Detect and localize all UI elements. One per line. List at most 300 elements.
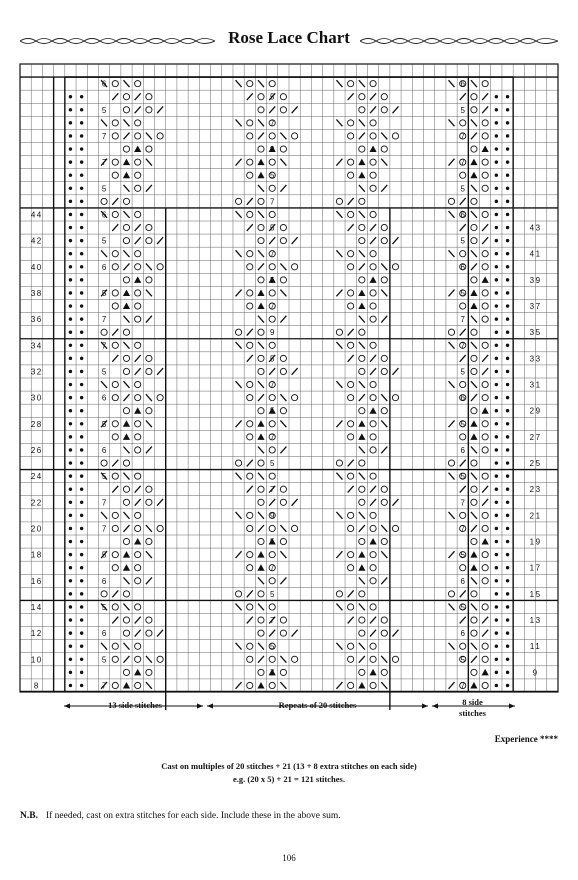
double-decrease-symbol [257, 433, 264, 440]
edge-stitch-dot [80, 252, 83, 255]
double-decrease-symbol [482, 407, 489, 414]
yarn-over-symbol [482, 81, 488, 87]
row-number-right: 29 [529, 406, 542, 416]
yarn-over-symbol [258, 591, 264, 597]
stitch-count: 7 [460, 315, 465, 325]
yarn-over-symbol [135, 447, 141, 453]
k2tog-symbol [247, 590, 253, 597]
k2tog-symbol [157, 106, 163, 113]
k2tog-symbol [258, 133, 264, 140]
yarn-over-symbol [482, 552, 488, 558]
edge-stitch-dot [495, 265, 498, 268]
edge-stitch-dot [495, 187, 498, 190]
edge-stitch-dot [495, 435, 498, 438]
edge-stitch-dot [506, 605, 509, 608]
k2tog-symbol [112, 198, 118, 205]
yarn-over-symbol [123, 146, 129, 152]
ssk-symbol [236, 604, 242, 611]
k2tog-symbol [392, 368, 398, 375]
yarn-over-symbol [471, 198, 477, 204]
stitch-count: 6 [460, 79, 465, 89]
edge-stitch-dot [69, 134, 72, 137]
row-number-left: 14 [30, 602, 43, 612]
yarn-over-symbol [482, 525, 488, 531]
stitch-count: 6 [460, 393, 465, 403]
yarn-over-symbol [482, 172, 488, 178]
edge-stitch-dot [80, 174, 83, 177]
stitch-count: 7 [101, 315, 107, 325]
row-number-left: 28 [30, 419, 43, 429]
yarn-over-symbol [157, 525, 163, 531]
yarn-over-symbol [336, 591, 342, 597]
stitch-count: 5 [460, 550, 465, 560]
edge-stitch-dot [69, 684, 72, 687]
yarn-over-symbol [101, 460, 107, 466]
k2tog-symbol [348, 460, 354, 467]
yarn-over-symbol [247, 290, 253, 296]
yarn-over-symbol [157, 395, 163, 401]
yarn-over-symbol [112, 395, 118, 401]
yarn-over-symbol [247, 656, 253, 662]
yarn-over-symbol [258, 277, 264, 283]
double-decrease-symbol [470, 564, 477, 571]
k2tog-symbol [146, 447, 152, 454]
edge-stitch-dot [506, 579, 509, 582]
ssk-symbol [449, 119, 455, 126]
ssk-symbol [123, 577, 129, 584]
stitch-count: 7 [101, 524, 107, 534]
k2tog-symbol [359, 525, 365, 532]
edge-stitch-dot [69, 304, 72, 307]
edge-stitch-dot [495, 357, 498, 360]
stitch-count: 7 [269, 668, 275, 678]
yarn-over-symbol [348, 211, 354, 217]
k2tog-symbol [471, 394, 477, 401]
yarn-over-symbol [471, 94, 477, 100]
double-decrease-symbol [134, 276, 141, 283]
yarn-over-symbol [135, 290, 141, 296]
yarn-over-symbol [370, 264, 376, 270]
k2tog-symbol [370, 237, 376, 244]
yarn-over-symbol [460, 120, 466, 126]
row-number-right: 11 [529, 642, 542, 652]
double-decrease-symbol [358, 551, 365, 558]
stitch-count: 6 [460, 210, 465, 220]
k2tog-symbol [482, 630, 488, 637]
yarn-over-symbol [336, 329, 342, 335]
edge-stitch-dot [80, 579, 83, 582]
double-decrease-symbol [123, 682, 130, 689]
yarn-over-symbol [112, 473, 118, 479]
yarn-over-symbol [247, 552, 253, 558]
yarn-over-symbol [460, 565, 466, 571]
edge-stitch-dot [495, 461, 498, 464]
edge-stitch-dot [80, 121, 83, 124]
edge-stitch-dot [80, 566, 83, 569]
stitch-count: 6 [101, 393, 107, 403]
stitch-count: 5 [460, 105, 465, 115]
yarn-over-symbol [123, 591, 129, 597]
double-decrease-symbol [257, 682, 264, 689]
edge-stitch-dot [495, 239, 498, 242]
edge-stitch-dot [495, 317, 498, 320]
yarn-over-symbol [381, 277, 387, 283]
yarn-over-symbol [135, 159, 141, 165]
yarn-over-symbol [292, 525, 298, 531]
edge-stitch-dot [495, 108, 498, 111]
ssk-symbol [449, 381, 455, 388]
k2tog-symbol [460, 355, 466, 362]
yarn-over-symbol [482, 251, 488, 257]
edge-stitch-dot [69, 187, 72, 190]
ssk-symbol [123, 80, 129, 87]
ssk-symbol [280, 682, 286, 689]
stitch-count: 5 [269, 537, 275, 547]
yarn-over-symbol [482, 211, 488, 217]
yarn-over-symbol [146, 630, 152, 636]
yarn-over-symbol [348, 473, 354, 479]
edge-stitch-dot [80, 344, 83, 347]
k2tog-symbol [258, 525, 264, 532]
ssk-symbol [381, 394, 387, 401]
yarn-over-symbol [146, 146, 152, 152]
k2tog-symbol [292, 630, 298, 637]
yarn-over-symbol [112, 342, 118, 348]
yarn-over-symbol [135, 565, 141, 571]
k2tog-symbol [292, 499, 298, 506]
k2tog-symbol [236, 420, 242, 427]
ssk-symbol [359, 512, 365, 519]
double-decrease-symbol [482, 146, 489, 153]
k2tog-symbol [157, 499, 163, 506]
yarn-over-symbol [370, 211, 376, 217]
k2tog-symbol [392, 630, 398, 637]
yarn-over-symbol [112, 552, 118, 558]
ssk-symbol [381, 551, 387, 558]
edge-stitch-dot [506, 383, 509, 386]
yarn-over-symbol [348, 395, 354, 401]
edge-stitch-dot [495, 278, 498, 281]
edge-stitch-dot [506, 645, 509, 648]
edge-stitch-dot [495, 671, 498, 674]
yarn-over-symbol [247, 342, 253, 348]
k2tog-symbol [336, 682, 342, 689]
row-number-left: 42 [30, 236, 43, 246]
ssk-symbol [471, 604, 477, 611]
ssk-symbol [280, 394, 286, 401]
yarn-over-symbol [135, 604, 141, 610]
k2tog-symbol [460, 486, 466, 493]
yarn-over-symbol [348, 133, 354, 139]
yarn-over-symbol [135, 512, 141, 518]
ssk-symbol [359, 342, 365, 349]
row-number-left: 26 [30, 445, 43, 455]
ssk-symbol [336, 643, 342, 650]
yarn-over-symbol [460, 512, 466, 518]
edge-stitch-dot [69, 226, 72, 229]
yarn-over-symbol [460, 251, 466, 257]
yarn-over-symbol [336, 198, 342, 204]
k2tog-symbol [460, 198, 466, 205]
yarn-over-symbol [135, 434, 141, 440]
yarn-over-symbol [482, 434, 488, 440]
edge-stitch-dot [495, 527, 498, 530]
yarn-over-symbol [112, 421, 118, 427]
stitch-count: 5 [269, 171, 275, 181]
yarn-over-symbol [280, 408, 286, 414]
edge-stitch-dot [80, 671, 83, 674]
ssk-symbol [123, 447, 129, 454]
k2tog-symbol [381, 185, 387, 192]
edge-stitch-dot [495, 134, 498, 137]
k2tog-symbol [135, 630, 141, 637]
yarn-over-symbol [370, 578, 376, 584]
k2tog-symbol [359, 394, 365, 401]
double-decrease-symbol [257, 551, 264, 558]
edge-stitch-dot [80, 134, 83, 137]
stitch-count: 5 [101, 184, 107, 194]
stitch-count: 6 [101, 445, 107, 455]
ssk-symbol [471, 643, 477, 650]
stitch-count: 9 [269, 145, 275, 155]
stitch-count: 5 [269, 223, 275, 233]
stitch-count: 6 [460, 576, 465, 586]
edge-stitch-dot [506, 553, 509, 556]
yarn-over-symbol [359, 238, 365, 244]
edge-stitch-dot [80, 108, 83, 111]
yarn-over-symbol [269, 682, 275, 688]
stitch-count: 7 [460, 498, 465, 508]
k2tog-symbol [348, 329, 354, 336]
k2tog-symbol [370, 486, 376, 493]
row-number-left: 8 [33, 681, 40, 691]
yarn-over-symbol [482, 643, 488, 649]
yarn-over-symbol [471, 499, 477, 505]
yarn-over-symbol [370, 525, 376, 531]
edge-stitch-dot [80, 474, 83, 477]
yarn-over-symbol [112, 211, 118, 217]
side-label-left: 13 side stitches [108, 700, 162, 710]
edge-stitch-dot [69, 618, 72, 621]
edge-stitch-dot [80, 540, 83, 543]
yarn-over-symbol [348, 682, 354, 688]
edge-stitch-dot [69, 239, 72, 242]
yarn-over-symbol [460, 643, 466, 649]
stitch-count: 7 [460, 524, 465, 534]
ssk-symbol [146, 290, 152, 297]
ssk-symbol [471, 250, 477, 257]
ssk-symbol [258, 316, 264, 323]
k2tog-symbol [348, 355, 354, 362]
yarn-over-symbol [359, 355, 365, 361]
yarn-over-symbol [123, 329, 129, 335]
stitch-count: 7 [101, 681, 107, 691]
ssk-symbol [381, 133, 387, 140]
yarn-over-symbol [247, 604, 253, 610]
stitch-count: 5 [101, 472, 107, 482]
edge-stitch-dot [80, 331, 83, 334]
edge-stitch-dot [69, 200, 72, 203]
ssk-symbol [236, 80, 242, 87]
double-decrease-symbol [369, 407, 376, 414]
double-decrease-symbol [482, 538, 489, 545]
yarn-over-symbol [258, 669, 264, 675]
ssk-symbol [258, 643, 264, 650]
ssk-symbol [359, 250, 365, 257]
k2tog-symbol [247, 460, 253, 467]
edge-stitch-dot [69, 658, 72, 661]
yarn-over-symbol [280, 277, 286, 283]
ssk-symbol [236, 512, 242, 519]
yarn-over-symbol [146, 277, 152, 283]
double-decrease-symbol [470, 303, 477, 310]
page-title: Rose Lace Chart [228, 28, 350, 47]
ssk-symbol [146, 682, 152, 689]
edge-stitch-dot [506, 252, 509, 255]
ssk-symbol [236, 119, 242, 126]
k2tog-symbol [370, 224, 376, 231]
stitch-count: 7 [269, 432, 275, 442]
ssk-symbol [449, 473, 455, 480]
ssk-symbol [381, 263, 387, 270]
edge-stitch-dot [69, 160, 72, 163]
stitch-count: 5 [269, 354, 275, 364]
ssk-symbol [359, 381, 365, 388]
yarn-over-symbol [370, 421, 376, 427]
edge-stitch-dot [495, 200, 498, 203]
yarn-over-symbol [370, 381, 376, 387]
edge-stitch-dot [495, 553, 498, 556]
row-number-right: 9 [532, 668, 539, 678]
yarn-over-symbol [146, 94, 152, 100]
double-decrease-symbol [482, 669, 489, 676]
yarn-over-symbol [258, 408, 264, 414]
edge-stitch-dot [506, 147, 509, 150]
stitch-count: 5 [460, 184, 465, 194]
yarn-over-symbol [482, 159, 488, 165]
yarn-over-symbol [482, 395, 488, 401]
stitch-count: 5 [460, 288, 465, 298]
yarn-over-symbol [247, 473, 253, 479]
ssk-symbol [258, 604, 264, 611]
ssk-symbol [146, 551, 152, 558]
edge-stitch-dot [495, 474, 498, 477]
ssk-symbol [258, 342, 264, 349]
edge-stitch-dot [80, 553, 83, 556]
k2tog-symbol [482, 355, 488, 362]
yarn-over-symbol [280, 368, 286, 374]
stitch-count: 7 [269, 380, 275, 390]
yarn-over-symbol [482, 316, 488, 322]
yarn-over-symbol [471, 368, 477, 374]
yarn-over-symbol [370, 682, 376, 688]
edge-stitch-dot [69, 291, 72, 294]
yarn-over-symbol [359, 630, 365, 636]
k2tog-symbol [135, 368, 141, 375]
k2tog-symbol [359, 133, 365, 140]
yarn-over-symbol [359, 408, 365, 414]
yarn-over-symbol [359, 146, 365, 152]
edge-stitch-dot [80, 265, 83, 268]
ssk-symbol [449, 250, 455, 257]
edge-stitch-dot [80, 357, 83, 360]
yarn-over-symbol [157, 264, 163, 270]
stitch-count: 5 [101, 105, 107, 115]
experience-rating: Experience **** [494, 734, 558, 744]
yarn-over-symbol [280, 630, 286, 636]
edge-stitch-dot [506, 592, 509, 595]
k2tog-symbol [123, 656, 129, 663]
yarn-over-symbol [482, 342, 488, 348]
k2tog-symbol [112, 460, 118, 467]
ssk-symbol [359, 577, 365, 584]
yarn-over-symbol [471, 355, 477, 361]
k2tog-symbol [482, 93, 488, 100]
yarn-over-symbol [471, 486, 477, 492]
k2tog-symbol [482, 368, 488, 375]
yarn-over-symbol [370, 316, 376, 322]
k2tog-symbol [247, 224, 253, 231]
edge-stitch-dot [80, 317, 83, 320]
ssk-symbol [258, 211, 264, 218]
yarn-over-symbol [269, 604, 275, 610]
yarn-over-symbol [482, 682, 488, 688]
yarn-over-symbol [146, 107, 152, 113]
stitch-count: 5 [269, 92, 275, 102]
ssk-symbol [449, 211, 455, 218]
k2tog-symbol [460, 329, 466, 336]
k2tog-symbol [471, 133, 477, 140]
double-decrease-symbol [123, 159, 130, 166]
edge-stitch-dot [495, 213, 498, 216]
k2tog-symbol [381, 577, 387, 584]
stitch-count: 7 [269, 302, 275, 312]
stitch-count: 7 [460, 158, 465, 168]
side-label-middle: Repeats of 20 stitches [278, 700, 357, 710]
yarn-over-symbol [258, 224, 264, 230]
edge-stitch-dot [506, 121, 509, 124]
yarn-over-symbol [112, 290, 118, 296]
double-decrease-symbol [358, 159, 365, 166]
yarn-over-symbol [135, 525, 141, 531]
yarn-over-symbol [112, 643, 118, 649]
edge-stitch-dot [80, 435, 83, 438]
k2tog-symbol [135, 106, 141, 113]
edge-stitch-dot [80, 618, 83, 621]
k2tog-symbol [482, 499, 488, 506]
k2tog-symbol [471, 263, 477, 270]
ssk-symbol [471, 577, 477, 584]
yarn-over-symbol [146, 238, 152, 244]
edge-stitch-dot [80, 501, 83, 504]
yarn-over-symbol [381, 669, 387, 675]
edge-stitch-dot [69, 422, 72, 425]
yarn-over-symbol [348, 264, 354, 270]
row-number-left: 44 [30, 210, 43, 220]
ssk-symbol [280, 159, 286, 166]
yarn-over-symbol [135, 473, 141, 479]
edge-stitch-dot [506, 226, 509, 229]
yarn-over-symbol [381, 486, 387, 492]
row-number-left: 30 [30, 393, 43, 403]
yarn-over-symbol [135, 133, 141, 139]
edge-stitch-dot [80, 488, 83, 491]
ssk-symbol [449, 604, 455, 611]
edge-stitch-dot [80, 461, 83, 464]
yarn-over-symbol [135, 172, 141, 178]
ssk-symbol [471, 185, 477, 192]
k2tog-symbol [392, 499, 398, 506]
